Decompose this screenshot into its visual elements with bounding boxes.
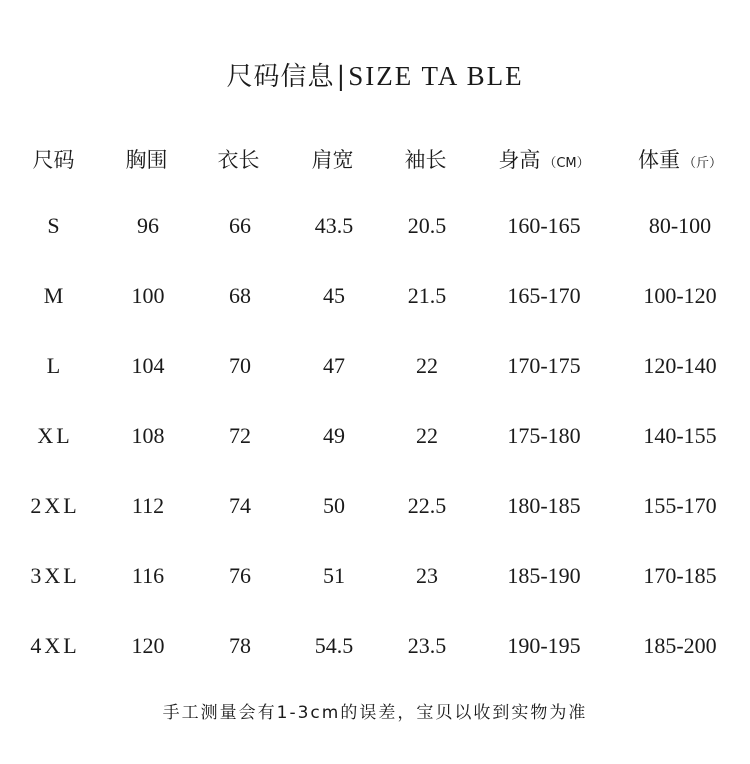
cell-size: S <box>47 213 63 238</box>
cell-chest: 116 <box>131 563 165 588</box>
cell-sleeve: 21.5 <box>407 283 447 308</box>
cell-chest: 112 <box>131 493 165 518</box>
table-row <box>0 416 750 456</box>
cell-length: 78 <box>229 633 251 658</box>
cell-length: 72 <box>229 423 251 448</box>
cell-shoulder: 47 <box>323 353 345 378</box>
cell-size: M <box>43 283 67 308</box>
cell-weight: 185-200 <box>643 633 717 658</box>
cell-sleeve: 22 <box>416 423 438 448</box>
cell-size: L <box>46 353 64 378</box>
title-zh: 尺码信息 <box>226 62 335 92</box>
cell-height: 175-180 <box>507 423 581 448</box>
title-separator: | <box>336 62 347 92</box>
cell-shoulder: 54.5 <box>314 633 354 658</box>
header-chest: 胸围 <box>125 148 168 172</box>
cell-length: 74 <box>229 493 251 518</box>
header-size: 尺码 <box>32 148 75 172</box>
header-length: 衣长 <box>217 148 260 172</box>
cell-chest: 120 <box>131 633 165 658</box>
cell-length: 76 <box>229 563 251 588</box>
cell-size: 3XL <box>30 563 80 588</box>
cell-shoulder: 43.5 <box>314 213 354 238</box>
cell-sleeve: 20.5 <box>407 213 447 238</box>
header-shoulder: 肩宽 <box>311 148 354 172</box>
cell-weight: 170-185 <box>643 563 717 588</box>
cell-height: 190-195 <box>507 633 581 658</box>
cell-shoulder: 50 <box>323 493 345 518</box>
cell-height: 160-165 <box>507 213 581 238</box>
cell-length: 70 <box>229 353 251 378</box>
cell-weight: 80-100 <box>648 213 712 238</box>
table-row <box>0 206 750 246</box>
cell-sleeve: 23 <box>416 563 438 588</box>
cell-height: 170-175 <box>507 353 581 378</box>
cell-length: 68 <box>229 283 251 308</box>
cell-sleeve: 22 <box>416 353 438 378</box>
cell-chest: 100 <box>131 283 165 308</box>
cell-height: 165-170 <box>507 283 581 308</box>
cell-height: 180-185 <box>507 493 581 518</box>
table-header-row <box>0 140 750 180</box>
table-row <box>0 276 750 316</box>
cell-weight: 155-170 <box>643 493 717 518</box>
cell-height: 185-190 <box>507 563 581 588</box>
cell-shoulder: 49 <box>323 423 345 448</box>
cell-weight: 140-155 <box>643 423 717 448</box>
header-sleeve: 袖长 <box>404 148 447 172</box>
cell-length: 66 <box>229 213 251 238</box>
cell-weight: 100-120 <box>643 283 717 308</box>
cell-sleeve: 22.5 <box>407 493 447 518</box>
title-en: SIZE TA BLE <box>348 61 524 91</box>
cell-chest: 104 <box>131 353 165 378</box>
table-row <box>0 486 750 526</box>
cell-size: XL <box>37 423 73 448</box>
header-height: 身高 （CM） <box>498 148 590 172</box>
cell-weight: 120-140 <box>643 353 717 378</box>
cell-shoulder: 45 <box>323 283 345 308</box>
cell-sleeve: 23.5 <box>407 633 447 658</box>
cell-chest: 96 <box>137 213 159 238</box>
table-row <box>0 626 750 666</box>
page-title <box>0 56 750 97</box>
cell-size: 2XL <box>30 493 80 518</box>
cell-size: 4XL <box>30 633 80 658</box>
table-row <box>0 556 750 596</box>
header-weight: 体重 （斤） <box>637 148 722 172</box>
measurement-note: 手工测量会有1-3cm的误差，宝贝以收到实物为准 <box>162 703 588 723</box>
table-row <box>0 346 750 386</box>
cell-chest: 108 <box>131 423 165 448</box>
cell-shoulder: 51 <box>323 563 345 588</box>
